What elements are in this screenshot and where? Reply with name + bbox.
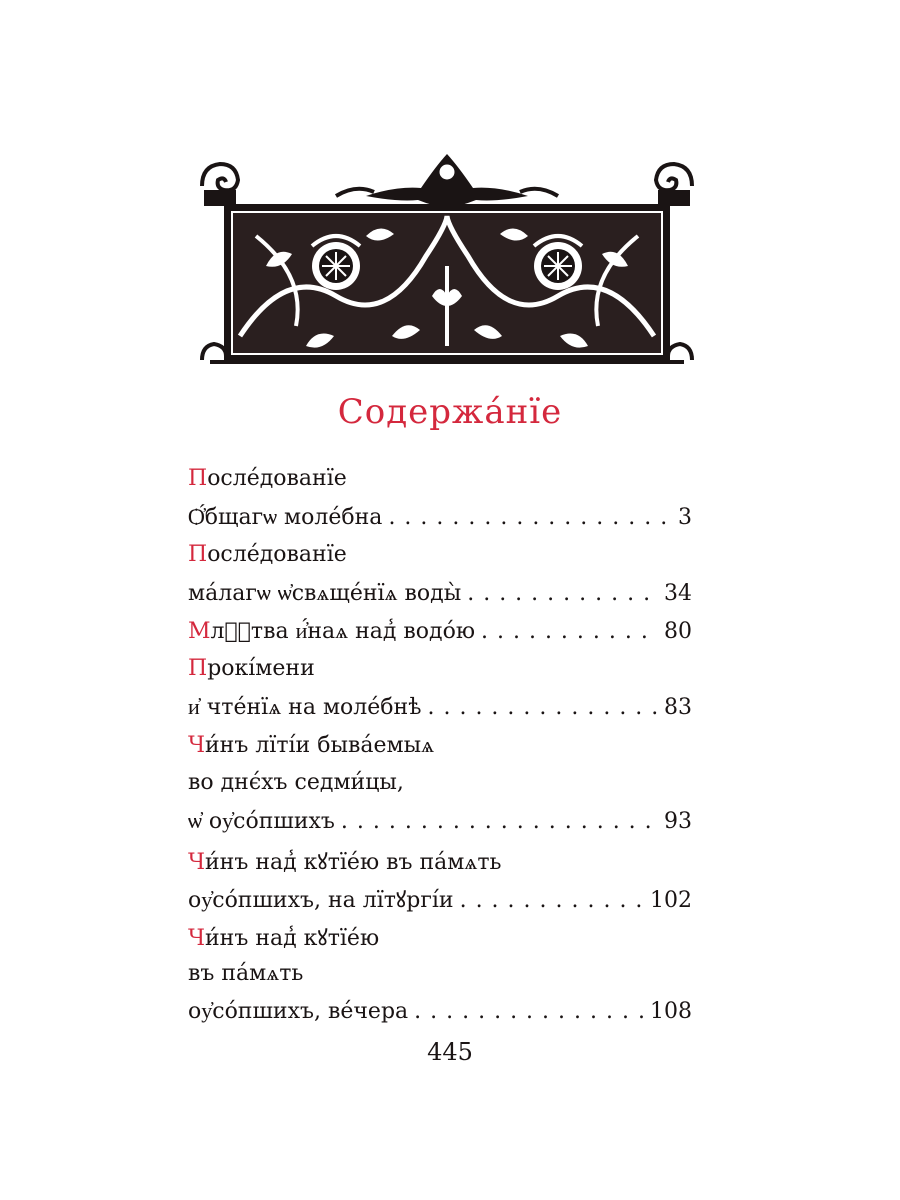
toc-line xyxy=(188,504,692,542)
entry-text: и҆ чте́нїѧ на моле́бнѣ xyxy=(188,695,422,720)
rubric-initial: П xyxy=(188,466,208,491)
entry-text: оу҆со́пшихъ, на лїтꙋргі́и xyxy=(188,888,454,913)
toc-entry[interactable] xyxy=(188,846,692,922)
toc-line-text xyxy=(188,694,421,720)
toc-entry[interactable] xyxy=(188,732,692,846)
entry-page-number: 3 xyxy=(678,505,692,530)
dot-leader xyxy=(388,505,672,530)
dot-leader xyxy=(481,619,658,644)
toc-line xyxy=(188,770,692,808)
toc-line xyxy=(188,846,692,884)
rubric-initial: П xyxy=(188,542,208,567)
toc-line xyxy=(188,618,692,656)
toc-line-text xyxy=(188,808,335,834)
crest-ornament xyxy=(336,154,558,208)
toc-line-text xyxy=(188,922,379,952)
toc-entry[interactable] xyxy=(188,922,692,1036)
entry-text: рокі́мени xyxy=(207,656,315,681)
entry-page-number: 34 xyxy=(664,581,692,606)
toc-entry[interactable] xyxy=(188,466,692,542)
dot-leader xyxy=(460,888,644,913)
entry-page-number: 80 xyxy=(664,619,692,644)
entry-page-number: 102 xyxy=(650,888,692,913)
toc-line xyxy=(188,656,692,694)
toc-line xyxy=(188,960,692,998)
entry-page-number: 93 xyxy=(664,809,692,834)
toc-line-text xyxy=(188,884,454,914)
toc-line-text xyxy=(188,656,315,681)
entry-text: осле́дованїе xyxy=(207,542,347,567)
entry-page-number: 108 xyxy=(650,999,692,1024)
entry-text: Ѻ҆́бщагѡ моле́бна xyxy=(188,505,383,530)
toc-line xyxy=(188,808,692,846)
toc-line xyxy=(188,732,692,770)
toc-line-text xyxy=(188,504,382,530)
toc-entry[interactable] xyxy=(188,542,692,618)
toc-line-text xyxy=(188,580,461,606)
rubric-initial: П xyxy=(188,656,208,681)
toc-line xyxy=(188,922,692,960)
toc-line-text xyxy=(188,770,404,795)
dot-leader xyxy=(467,581,658,606)
contents-title: Содержа́нїе xyxy=(337,392,563,432)
entry-text: оу҆со́пшихъ, ве́чера xyxy=(188,999,409,1024)
toc-entry[interactable] xyxy=(188,618,692,656)
toc-line-text xyxy=(188,732,434,758)
entry-text: въ па́мѧть xyxy=(188,961,304,986)
rubric-initial: Ч xyxy=(188,926,206,951)
toc-line-text xyxy=(188,960,303,986)
entry-text: ѡ҆ оу҆со́пшихъ xyxy=(188,809,335,834)
toc-entry[interactable] xyxy=(188,656,692,732)
entry-text: и́нъ лїті́и быва́емыѧ xyxy=(205,733,435,758)
toc-line xyxy=(188,466,692,504)
table-of-contents xyxy=(188,466,692,1036)
entry-text: лⷭ҇тва и҆́наѧ над̾ водо́ю xyxy=(210,619,475,644)
dot-leader xyxy=(414,999,644,1024)
entry-text: во днє́хъ седми́цы, xyxy=(188,770,404,795)
page-number: 445 xyxy=(427,1038,473,1066)
entry-page-number: 83 xyxy=(664,695,692,720)
dot-leader xyxy=(341,809,658,834)
toc-line xyxy=(188,542,692,580)
toc-line xyxy=(188,998,692,1036)
rubric-initial: Ч xyxy=(188,850,206,875)
toc-line-text xyxy=(188,618,475,644)
entry-text: ма́лагѡ ѡ҆свѧще́нїѧ воды̀ xyxy=(188,581,462,606)
toc-line-text xyxy=(188,998,408,1024)
dot-leader xyxy=(427,695,658,720)
toc-line-text xyxy=(188,466,347,491)
toc-line-text xyxy=(188,846,501,876)
ornamental-headpiece xyxy=(196,146,698,378)
toc-line xyxy=(188,694,692,732)
entry-text: осле́дованїе xyxy=(207,466,347,491)
floral-panel xyxy=(224,204,670,364)
toc-line xyxy=(188,884,692,922)
toc-line xyxy=(188,580,692,618)
entry-text: и́нъ над̾ кꙋтїе́ю въ па́мѧть xyxy=(205,850,502,875)
toc-line-text xyxy=(188,542,347,567)
rubric-initial: М xyxy=(188,619,211,644)
entry-text: и́нъ над̾ кꙋтїе́ю xyxy=(205,926,380,951)
rubric-initial: Ч xyxy=(188,733,206,758)
